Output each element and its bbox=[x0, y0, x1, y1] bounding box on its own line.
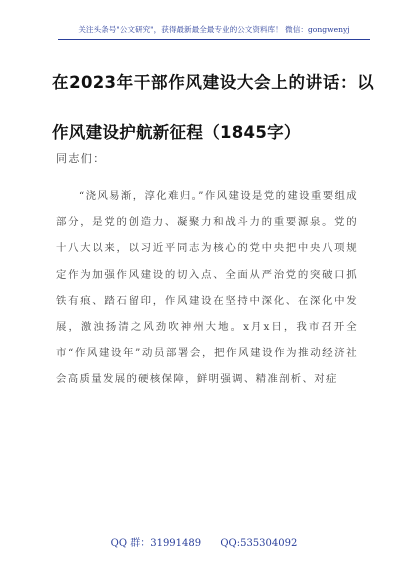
header-divider bbox=[58, 39, 370, 40]
document-title: 在2023年干部作风建设大会上的讲话：以作风建设护航新征程（1845字） bbox=[52, 73, 374, 142]
header-banner: 关注头条号"公文研究"，获得最新最全最专业的公文资料库！ 微信：gongwenyj bbox=[78, 25, 350, 34]
body-paragraph: “浇风易渐，淳化难归。”作风建设是党的建设重要组成部分，是党的创造力、凝聚力和战斗力的重要源泉。党的十八大以来，以习近平同志为核心的党中央把中央八项规定作为加强作风建设的切入点、全面从严治党的突破口抓铁有痕、踏石留印，作风建设在坚持中深化、在深化中发展，激浊扬清之风劲吹神州大地。x月x日，我市召开全市“作风建设年”动员部署会，把作风建设作为推动经济社会高质量发展的硬核保障，鲜明强调、精准剖析、对症 bbox=[56, 190, 358, 386]
footer-contact bbox=[0, 534, 408, 549]
salutation: 同志们： bbox=[56, 152, 106, 165]
footer-qq: QQ:535304092 bbox=[220, 538, 298, 549]
footer-qq-group: QQ 群：31991489 bbox=[110, 538, 202, 549]
